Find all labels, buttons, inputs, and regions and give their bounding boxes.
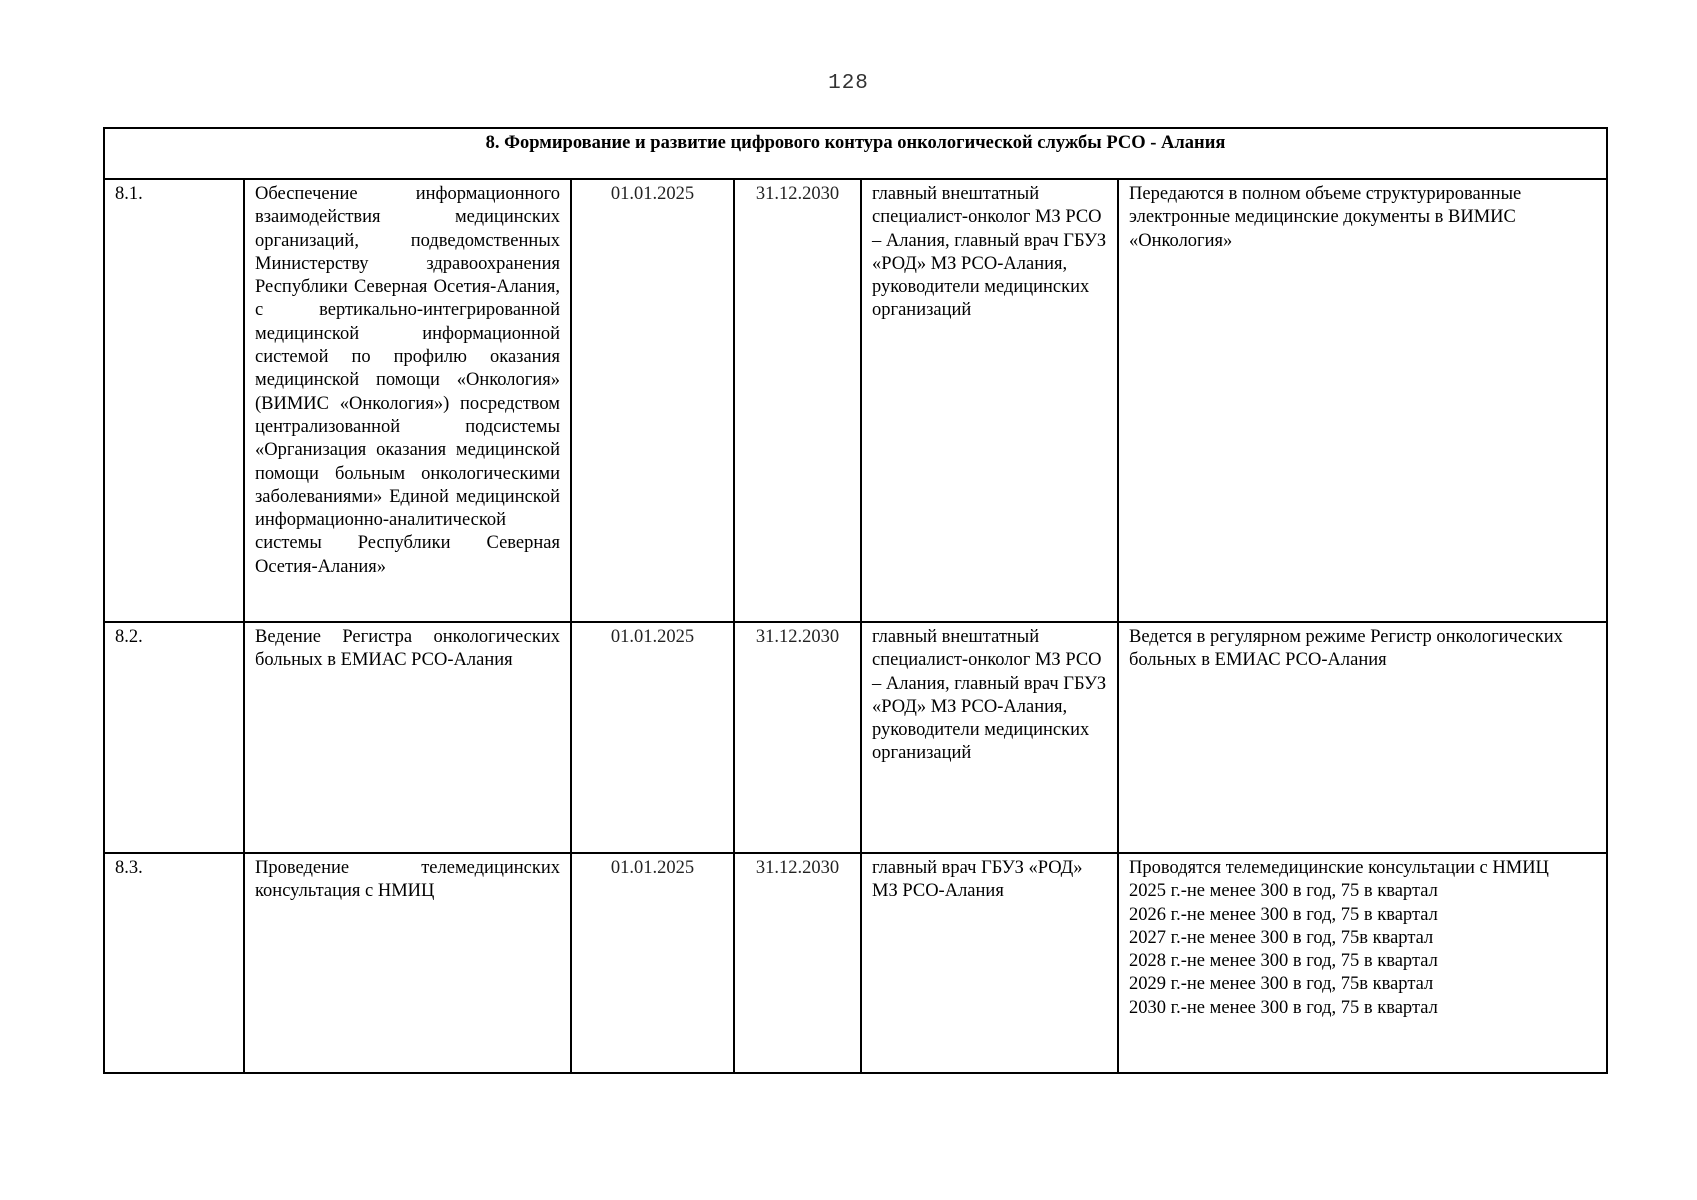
start-date-cell: 01.01.2025 bbox=[571, 622, 734, 853]
result-cell bbox=[1118, 853, 1607, 1073]
measure-cell: Проведение телемедицинских консультация с НМИЦ bbox=[244, 853, 571, 1073]
result-line: 2025 г.-не менее 300 в год, 75 в квартал bbox=[1129, 881, 1438, 902]
end-date-cell: 31.12.2030 bbox=[734, 179, 861, 622]
measure-cell: Обеспечение информационного взаимодействия медицинских организаций, подведомственных Министерству здравоохранения Республики Северная Осетия-Алания, с вертикально-интегрированной медицинской информационной системой по профилю оказания медицинской помощи «Онкология» (ВИМИС «Онкология») посредством централизованной подсистемы «Организация оказания медицинской помощи больным онкологическими заболеваниями» Единой медицинской информационно-аналитической системы Республики Северная Осетия-Алания» bbox=[244, 179, 571, 622]
result-line: 2026 г.-не менее 300 в год, 75 в квартал bbox=[1129, 904, 1438, 925]
measure-cell: Ведение Регистра онкологических больных в ЕМИАС РСО-Алания bbox=[244, 622, 571, 853]
start-date-cell: 01.01.2025 bbox=[571, 179, 734, 622]
responsible-cell: главный внештатный специалист-онколог МЗ РСО – Алания, главный врач ГБУЗ «РОД» МЗ РСО-Алания, руководители медицинских организаций bbox=[861, 179, 1118, 622]
result-line: Проводятся телемедицинские консультации с НМИЦ bbox=[1129, 858, 1549, 878]
row-number: 8.1. bbox=[104, 179, 244, 622]
result-line: 2030 г.-не менее 300 в год, 75 в квартал bbox=[1129, 997, 1438, 1018]
plan-table bbox=[103, 127, 1608, 1074]
responsible-cell: главный врач ГБУЗ «РОД» МЗ РСО-Алания bbox=[861, 853, 1118, 1073]
responsible-cell: главный внештатный специалист-онколог МЗ РСО – Алания, главный врач ГБУЗ «РОД» МЗ РСО-Алания, руководители медицинских организаций bbox=[861, 622, 1118, 853]
end-date-cell: 31.12.2030 bbox=[734, 853, 861, 1073]
start-date-cell: 01.01.2025 bbox=[571, 853, 734, 1073]
result-cell bbox=[1118, 179, 1607, 622]
row-number: 8.3. bbox=[104, 853, 244, 1073]
result-cell bbox=[1118, 622, 1607, 853]
result-line: Передаются в полном объеме структурированные электронные медицинские документы в ВИМИС «Онкология» bbox=[1129, 184, 1522, 251]
row-number: 8.2. bbox=[104, 622, 244, 853]
result-line: Ведется в регулярном режиме Регистр онкологических больных в ЕМИАС РСО-Алания bbox=[1129, 627, 1563, 671]
table-row bbox=[104, 179, 1607, 622]
end-date-cell: 31.12.2030 bbox=[734, 622, 861, 853]
table-row bbox=[104, 853, 1607, 1073]
table-row bbox=[104, 622, 1607, 853]
result-line: 2028 г.-не менее 300 в год, 75 в квартал bbox=[1129, 951, 1438, 972]
section-header-row bbox=[104, 128, 1607, 179]
section-title: 8. Формирование и развитие цифрового контура онкологической службы РСО - Алания bbox=[104, 128, 1607, 179]
result-line: 2027 г.-не менее 300 в год, 75в квартал bbox=[1129, 927, 1434, 948]
page-number: 128 bbox=[828, 72, 869, 95]
result-line: 2029 г.-не менее 300 в год, 75в квартал bbox=[1129, 974, 1434, 995]
